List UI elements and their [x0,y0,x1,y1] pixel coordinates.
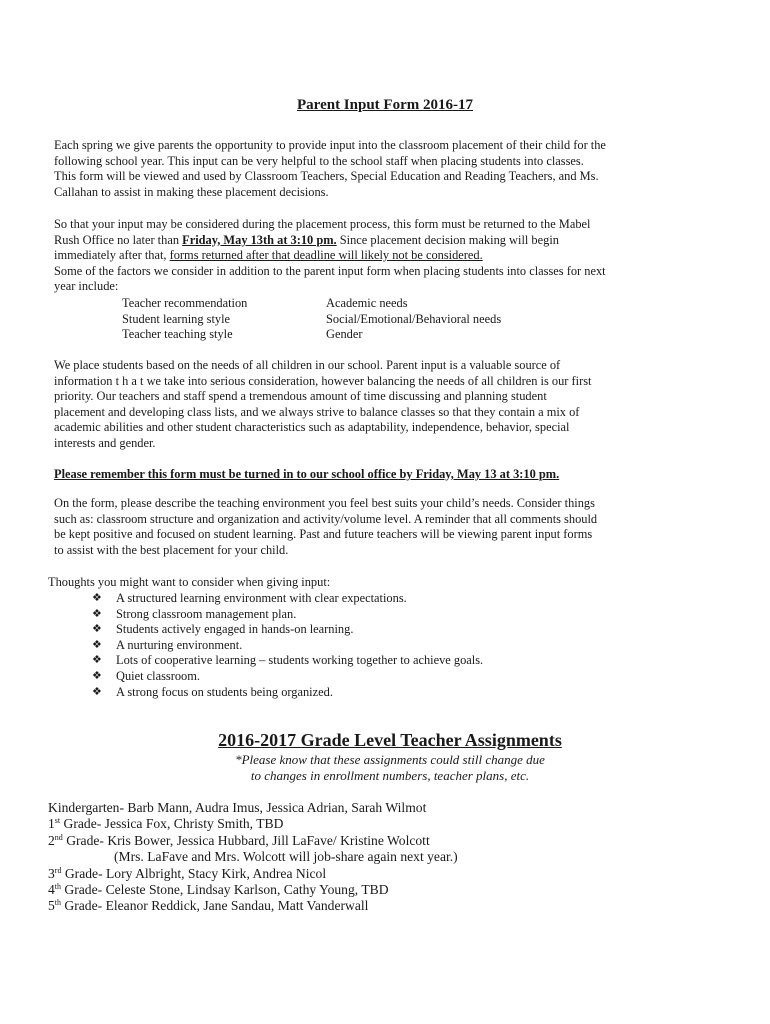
assignment-grade-1 [48,816,458,832]
deadline-paragraph [54,217,714,295]
late-warning: forms returned after that deadline will likely not be considered. [169,248,483,263]
factor-item: Teacher teaching style [122,327,233,342]
text-line [54,248,714,264]
grade-number: 2 [48,832,55,848]
grade-teachers: Grade- Lory Albright, Stacy Kirk, Andrea Nicol [61,865,327,881]
diamond-bullet-icon: ❖ [92,623,102,636]
assignments-heading: 2016-2017 Grade Level Teacher Assignments [218,730,562,750]
factor-item: Student learning style [122,311,231,326]
list-item [92,638,483,654]
text-line: such as: classroom structure and organization and activity/volume level. A reminder that all comments should [54,511,598,526]
factor-item: Social/Emotional/Behavioral needs [326,311,502,326]
text-line: Each spring we give parents the opportunity to provide input into the classroom placement of their child for the [54,138,606,152]
list-item [92,653,483,669]
grade-ordinal: rd [54,865,62,875]
text-line: This form will be viewed and used by Classroom Teachers, Special Education and Reading Teachers, and Ms. [54,169,599,184]
form-title: Parent Input Form 2016-17 [297,97,473,113]
factor-item: Academic needs [326,296,408,310]
grade-teachers: Grade- Jessica Fox, Christy Smith, TBD [60,816,284,832]
factor-row [122,296,501,312]
placement-factors [122,296,501,343]
text-line [54,233,714,249]
list-item-text: Quiet classroom. [116,668,200,683]
list-item [92,669,483,685]
factor-item: Gender [326,327,363,342]
diamond-bullet-icon: ❖ [92,638,102,651]
teacher-assignments [48,800,458,915]
list-item-text: Lots of cooperative learning – students working together to achieve goals. [116,653,484,668]
text-line: following school year. This input can be very helpful to the school staff when placing students into classes. [54,153,584,168]
text-line: be kept positive and focused on student learning. Past and future teachers will be viewing parent input forms [54,527,593,542]
text-line: Callahan to assist in making these placement decisions. [54,184,329,199]
grade-number: 5 [48,898,55,914]
text-run: immediately after that, [54,248,170,263]
diamond-bullet-icon: ❖ [92,685,102,698]
list-item [92,622,483,638]
thoughts-intro: Thoughts you might want to consider when giving input: [48,575,331,589]
grade-teachers: Grade- Eleanor Reddick, Jane Sandau, Matt Vanderwall [61,898,369,914]
diamond-bullet-icon: ❖ [92,607,102,620]
assignment-grade-2 [48,833,458,849]
diamond-bullet-icon: ❖ [92,669,102,682]
needs-paragraph [54,358,714,452]
list-item-text: Students actively engaged in hands-on learning. [116,622,354,637]
assignment-grade-5 [48,898,458,914]
grade-ordinal: st [54,816,61,826]
assignment-kindergarten: Kindergarten- Barb Mann, Audra Imus, Jessica Adrian, Sarah Wilmot [48,800,427,815]
factor-item: Teacher recommendation [122,296,248,310]
text-line: academic abilities and other student characteristics such as adaptability, independence, behavior, special [54,420,570,435]
list-item-text: A nurturing environment. [116,637,243,652]
list-item [92,685,483,701]
grade-teachers: Grade- Kris Bower, Jessica Hubbard, Jill LaFave/ Kristine Wolcott [62,832,430,848]
grade-ordinal: th [54,882,62,892]
form-instructions-paragraph [54,496,714,558]
text-run: Since placement decision making will begin [336,232,559,247]
list-item-text: A structured learning environment with clear expectations. [116,591,407,605]
assignments-note [0,752,770,784]
grade-teachers: Grade- Celeste Stone, Lindsay Karlson, Cathy Young, TBD [61,882,389,898]
list-item-text: Strong classroom management plan. [116,606,297,621]
assignment-grade-3 [48,866,458,882]
text-line: Some of the factors we consider in addition to the parent input form when placing students into classes for next [54,263,606,278]
text-line: interests and gender. [54,435,156,450]
factor-row [122,312,501,328]
list-item-text: A strong focus on students being organized. [116,684,333,699]
grade-number: 4 [48,882,55,898]
intro-paragraph [54,138,714,200]
text-line: priority. Our teachers and staff spend a tremendous amount of time discussing and planning student [54,389,547,404]
text-line: placement and developing class lists, and we always strive to balance classes so that they contain a mix of [54,404,580,419]
grade-ordinal: nd [54,832,63,842]
list-item [92,591,483,607]
text-line: So that your input may be considered during the placement process, this form must be returned to the Mabel [54,217,591,231]
text-line: to assist with the best placement for your child. [54,542,289,557]
thoughts-list [92,591,483,700]
text-run: Rush Office no later than [54,232,183,247]
text-line: On the form, please describe the teaching environment you feel best suits your child’s needs. Consider things [54,496,595,510]
deadline-reminder: Please remember this form must be turned in to our school office by Friday, May 13 at 3:10 pm. [54,467,560,481]
grade-number: 1 [48,816,55,832]
job-share-note: (Mrs. LaFave and Mrs. Wolcott will job-share again next year.) [114,849,458,865]
note-line: *Please know that these assignments could still change due [235,752,545,767]
grade-ordinal: th [54,898,62,908]
list-item [92,607,483,623]
diamond-bullet-icon: ❖ [92,654,102,667]
deadline-date: Friday, May 13th at 3:10 pm. [182,232,337,247]
text-line: year include: [54,279,119,294]
text-line: information t h a t we take into serious consideration, however balancing the needs of all children is our first [54,373,592,388]
text-line: We place students based on the needs of all children in our school. Parent input is a valuable source of [54,358,561,372]
diamond-bullet-icon: ❖ [92,592,102,604]
factor-row [122,327,501,343]
assignment-grade-4 [48,882,458,898]
note-line: to changes in enrollment numbers, teacher plans, etc. [250,768,530,783]
grade-number: 3 [48,865,55,881]
